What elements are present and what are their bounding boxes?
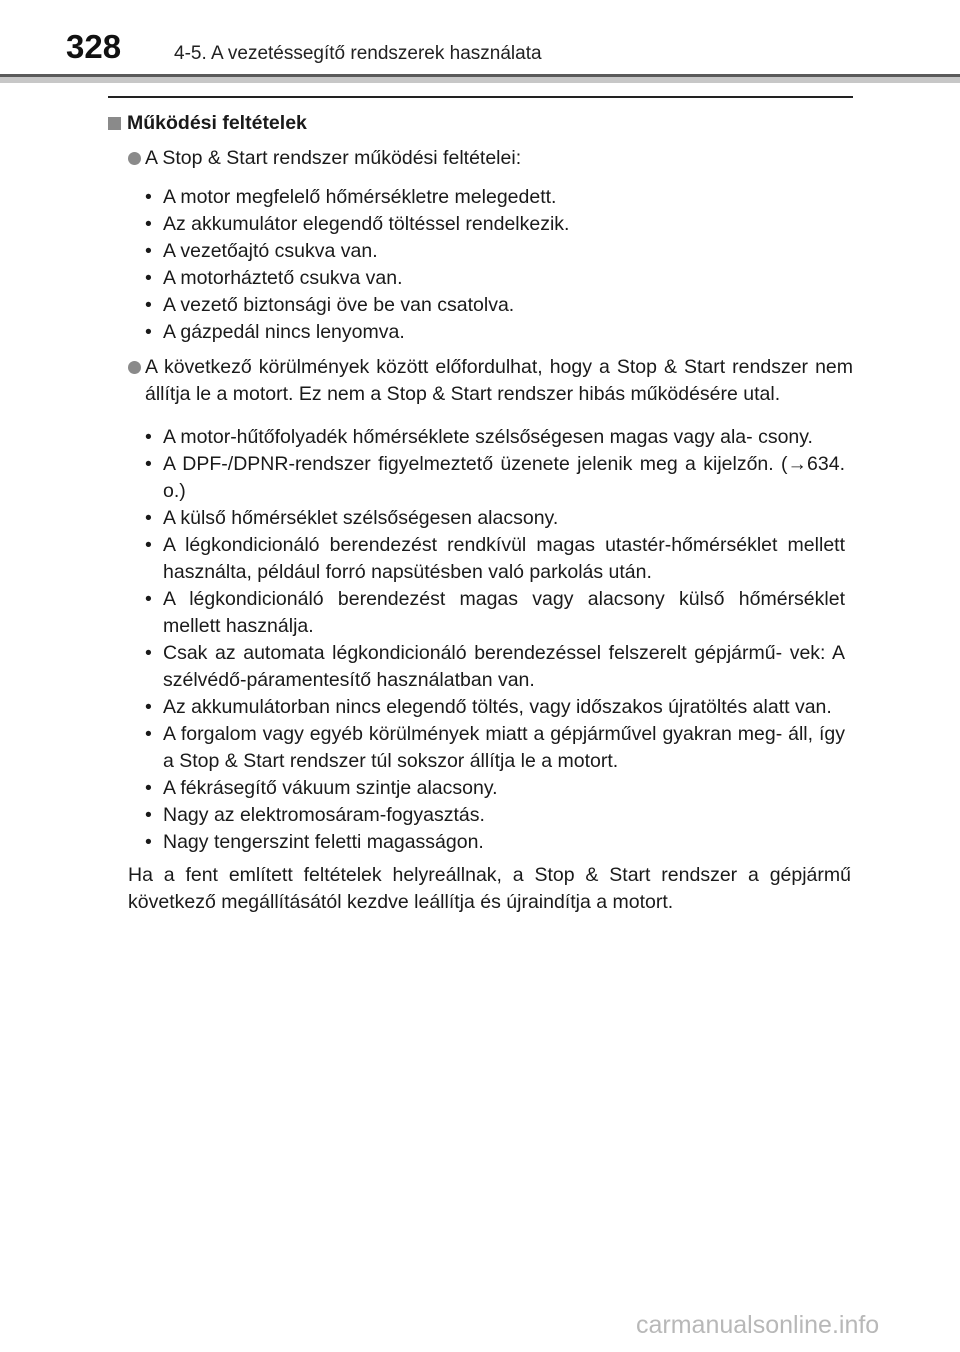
exceptions-list	[108, 424, 853, 856]
circle-bullet-icon	[128, 152, 141, 165]
list-item	[145, 694, 845, 721]
list-item-text: Az akkumulátorban nincs elegendő töltés, vagy időszakos újratöltés alatt van.	[163, 696, 832, 718]
list-item-text: A motorháztető csukva van.	[163, 267, 403, 289]
list-item	[145, 238, 853, 265]
conditions-intro-text: A Stop & Start rendszer működési feltételei:	[145, 147, 522, 169]
chapter-title: 4-5. A vezetéssegítő rendszerek használata	[174, 43, 542, 64]
closing-paragraph: Ha a fent említett feltételek helyreállnak, a Stop & Start rendszer a gépjármű következő megállításától kezdve leállítja és újraindítja a motort.	[128, 864, 851, 913]
conditions-list	[108, 184, 853, 346]
header-band	[0, 77, 960, 83]
exceptions-intro-text: A következő körülmények között előfordulhat, hogy a Stop & Start rendszer nem állítja le a motort. Ez nem a Stop & Start rendszer hibás működésére utal.	[145, 356, 853, 405]
list-item	[145, 424, 845, 451]
bullet-glyph: •	[145, 453, 152, 475]
list-item-text: Az akkumulátor elegendő töltéssel rendelkezik.	[163, 213, 570, 235]
bullet-glyph: •	[145, 534, 152, 556]
list-item-text: A gázpedál nincs lenyomva.	[163, 321, 405, 343]
list-item-text: Nagy tengerszint feletti magasságon.	[163, 831, 484, 853]
list-item	[145, 640, 845, 694]
bullet-glyph: •	[145, 588, 152, 610]
list-item-text: Csak az automata légkondicionáló berendezéssel felszerelt gépjármű- vek: A szélvédő-páramentesítő használatban van.	[163, 642, 845, 691]
square-bullet-icon	[108, 117, 121, 130]
section-heading	[108, 110, 853, 137]
list-item	[145, 829, 845, 856]
bullet-glyph: •	[145, 696, 152, 718]
circle-bullet-icon	[128, 361, 141, 374]
page-content	[108, 110, 853, 916]
bullet-glyph: •	[145, 294, 152, 316]
list-item-text: A fékrásegítő vákuum szintje alacsony.	[163, 777, 498, 799]
list-item-text: A forgalom vagy egyéb körülmények miatt a gépjárművel gyakran meg- áll, így a Stop & Start rendszer túl sokszor állítja le a motort.	[163, 723, 845, 772]
bullet-glyph: •	[145, 507, 152, 529]
bullet-glyph: •	[145, 321, 152, 343]
list-item-text: A légkondicionáló berendezést rendkívül magas utastér-hőmérséklet mellett használta, például forró napsütésben való parkolás után.	[163, 534, 845, 583]
list-item-text: A vezető biztonsági öve be van csatolva.	[163, 294, 515, 316]
bullet-glyph: •	[145, 267, 152, 289]
list-item	[145, 802, 845, 829]
watermark: carmanualsonline.info	[636, 1311, 880, 1339]
page-header	[0, 0, 960, 82]
list-item	[145, 292, 853, 319]
list-item	[145, 451, 845, 505]
bullet-glyph: •	[145, 426, 152, 448]
list-item-text: A motor megfelelő hőmérsékletre melegedett.	[163, 186, 557, 208]
conditions-intro	[108, 145, 853, 172]
list-item	[145, 211, 853, 238]
list-item	[145, 505, 845, 532]
list-item	[145, 265, 853, 292]
bullet-glyph: •	[145, 186, 152, 208]
bullet-glyph: •	[145, 240, 152, 262]
list-item	[145, 586, 845, 640]
bullet-glyph: •	[145, 804, 152, 826]
list-item-text: A DPF-/DPNR-rendszer figyelmeztető üzenete jelenik meg a kijelzőn. (→634. o.)	[163, 453, 845, 502]
bullet-glyph: •	[145, 723, 152, 745]
bullet-glyph: •	[145, 642, 152, 664]
list-item	[145, 319, 853, 346]
bullet-glyph: •	[145, 831, 152, 853]
list-item-text: A külső hőmérséklet szélsőségesen alacsony.	[163, 507, 559, 529]
list-item-text: A motor-hűtőfolyadék hőmérséklete szélsőségesen magas vagy ala- csony.	[163, 426, 813, 448]
list-item-text: Nagy az elektromosáram-fogyasztás.	[163, 804, 485, 826]
list-item-text: A légkondicionáló berendezést magas vagy alacsony külső hőmérséklet mellett használja.	[163, 588, 845, 637]
list-item	[145, 721, 845, 775]
list-item-text: A vezetőajtó csukva van.	[163, 240, 378, 262]
bullet-glyph: •	[145, 777, 152, 799]
page-number: 328	[66, 28, 122, 65]
list-item	[145, 532, 845, 586]
bullet-glyph: •	[145, 213, 152, 235]
exceptions-intro	[108, 354, 853, 408]
list-item	[145, 184, 853, 211]
list-item	[145, 775, 845, 802]
section-divider	[108, 96, 853, 98]
section-heading-text: Működési feltételek	[127, 112, 307, 134]
